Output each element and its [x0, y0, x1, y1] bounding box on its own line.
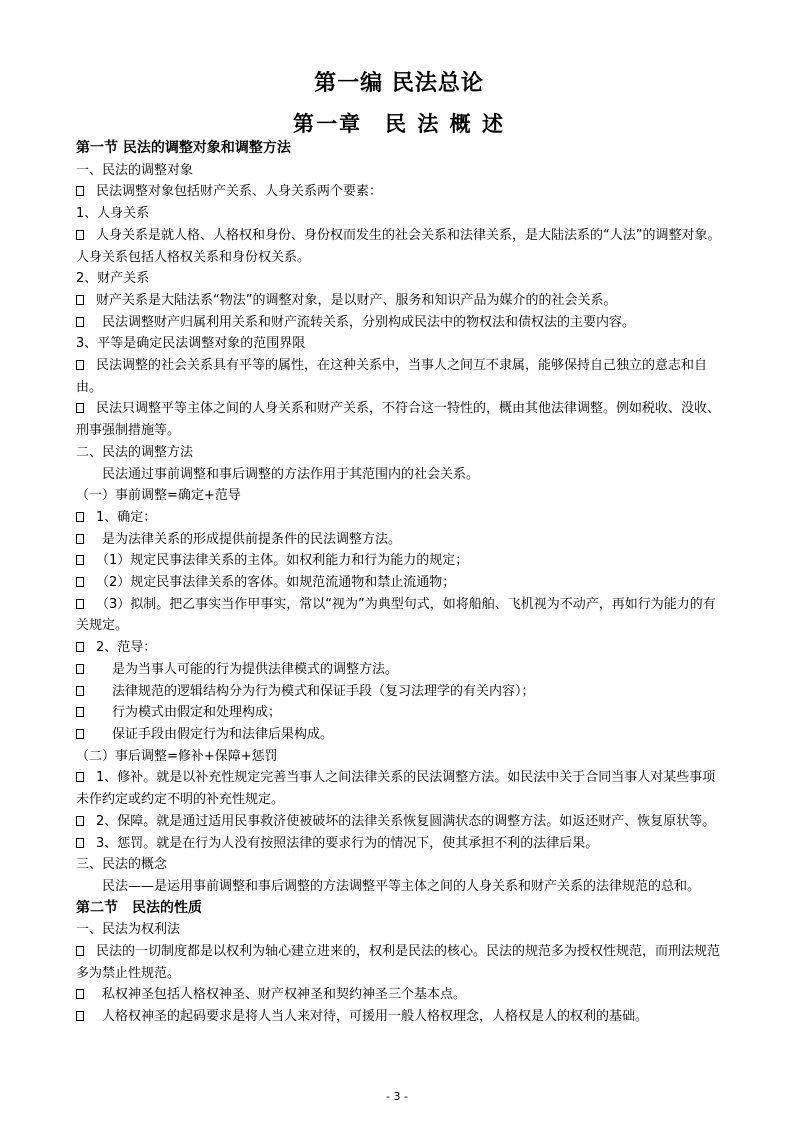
subheading: 3、平等是确定民法调整对象的范围界限 — [76, 336, 306, 352]
bullet-box-icon — [76, 772, 84, 782]
bullet-line: 人格权神圣的起码要求是将人当人来对待，可援用一般人格权理念，人格权是人的权利的基础。 — [76, 1006, 722, 1028]
page-number: - 3 - — [386, 1090, 408, 1103]
bullet-paragraph: 民法的一切制度都是以权利为轴心建立进来的，权利是民法的核心。民法的规范多为授权性规范，而刑法规范多为禁止性规范。 — [76, 944, 721, 981]
bullet-box-icon — [76, 534, 84, 544]
bullet-box-icon — [76, 512, 84, 522]
bullet-box-icon — [76, 686, 84, 696]
bullet-line: 行为模式由假定和处理构成； — [76, 702, 722, 724]
subheading: 一、民法为权利法 — [76, 922, 181, 938]
bullet-box-icon — [76, 295, 84, 305]
bullet-line: 是为当事人可能的行为提供法律模式的调整方法。 — [76, 659, 722, 681]
bullet-box-icon — [76, 707, 84, 717]
bullet-line: （2）规定民事法律关系的客体。如规范流通物和禁止流通物； — [76, 572, 722, 594]
section-heading: 第一节 民法的调整对象和调整方法 — [76, 140, 291, 156]
bullet-paragraph: 民法调整的社会关系具有平等的属性，在这种关系中，当事人之间互不隶属，能够保持自己独立的意志和自由。 — [76, 358, 708, 395]
document-body — [76, 138, 722, 1028]
subheading: 一、民法的调整对象 — [76, 162, 194, 178]
bullet-paragraph: 2、保障。就是通过适用民事救济使被破坏的法律关系恢复圆满状态的调整方法。如返还财产、恢复原状等。 — [76, 811, 722, 833]
subheading: （一）事前调整=确定+范导 — [76, 488, 241, 504]
bullet-box-icon — [76, 1011, 84, 1021]
bullet-line: 1、确定： — [76, 507, 722, 529]
bullet-box-icon — [76, 816, 84, 826]
bullet-line: 是为法律关系的形成提供前提条件的民法调整方法。 — [76, 529, 722, 551]
bullet-box-icon — [76, 599, 84, 609]
section-heading: 第二节 民法的性质 — [76, 899, 202, 916]
bullet-box-icon — [76, 989, 84, 999]
bullet-box-icon — [76, 317, 84, 327]
subheading: 二、民法的调整方法 — [76, 444, 194, 460]
bullet-line: 民法调整财产归属利用关系和财产流转关系，分别构成民法中的物权法和债权法的主要内容。 — [76, 312, 722, 334]
subheading: 三、民法的概念 — [76, 857, 168, 873]
bullet-line: 财产关系是大陆法系“物法”的调整对象，是以财产、服务和知识产品为媒介的的社会关系。 — [76, 290, 722, 312]
chapter-heading: 第一章 民 法 概 述 — [293, 112, 505, 136]
bullet-paragraph: 1、修补。就是以补充性规定完善当事人之间法律关系的民法调整方法。如民法中关于合同当事人对某些事项未作约定或约定不明的补充性规定。 — [76, 770, 716, 808]
bullet-line: 法律规范的逻辑结构分为行为模式和保证手段（复习法理学的有关内容）； — [76, 681, 722, 703]
subheading: 1、人身关系 — [76, 206, 150, 222]
bullet-line: （1）规定民事法律关系的主体。如权利能力和行为能力的规定； — [76, 550, 722, 572]
paragraph: 民法——是运用事前调整和事后调整的方法调整平等主体之间的人身关系和财产关系的法律规范的总和。 — [102, 878, 701, 894]
bullet-line: 3、惩罚。就是在行为人没有按照法律的要求行为的情况下，使其承担不利的法律后果。 — [76, 833, 722, 855]
bullet-paragraph: 民法只调整平等主体之间的人身关系和财产关系，不符合这一特性的，概由其他法律调整。例如税收、没收、刑事强制措施等。 — [76, 401, 721, 439]
bullet-box-icon — [76, 664, 84, 674]
part-heading: 第一编 民法总论 — [314, 71, 484, 96]
bullet-box-icon — [76, 838, 84, 848]
bullet-box-icon — [76, 360, 84, 370]
bullet-paragraph: 人身关系是就人格、人格权和身份、身份权而发生的社会关系和法律关系，是大陆法系的“人法”的调整对象。人身关系包括人格权关系和身份权关系。 — [76, 227, 721, 265]
bullet-line: 保证手段由假定行为和法律后果构成。 — [76, 724, 722, 746]
bullet-box-icon — [76, 186, 84, 196]
bullet-box-icon — [76, 729, 84, 739]
bullet-line: 私权神圣包括人格权神圣、财产权神圣和契约神圣三个基本点。 — [76, 984, 722, 1006]
subheading: （二）事后调整=修补+保障+惩罚 — [76, 748, 278, 764]
bullet-box-icon — [76, 577, 84, 587]
bullet-box-icon — [76, 946, 84, 956]
bullet-box-icon — [76, 403, 84, 413]
bullet-line: 2、范导： — [76, 637, 722, 659]
bullet-box-icon — [76, 555, 84, 565]
bullet-paragraph: （3）拟制。把乙事实当作甲事实，常以“视为”为典型句式，如将船舶、飞机视为不动产，再如行为能力的有关规定。 — [76, 596, 716, 634]
bullet-box-icon — [76, 642, 84, 652]
subheading: 2、财产关系 — [76, 271, 150, 287]
paragraph: 民法通过事前调整和事后调整的方法作用于其范围内的社会关系。 — [102, 466, 480, 482]
bullet-box-icon — [76, 230, 84, 240]
bullet-line: 民法调整对象包括财产关系、人身关系两个要素： — [76, 181, 722, 203]
